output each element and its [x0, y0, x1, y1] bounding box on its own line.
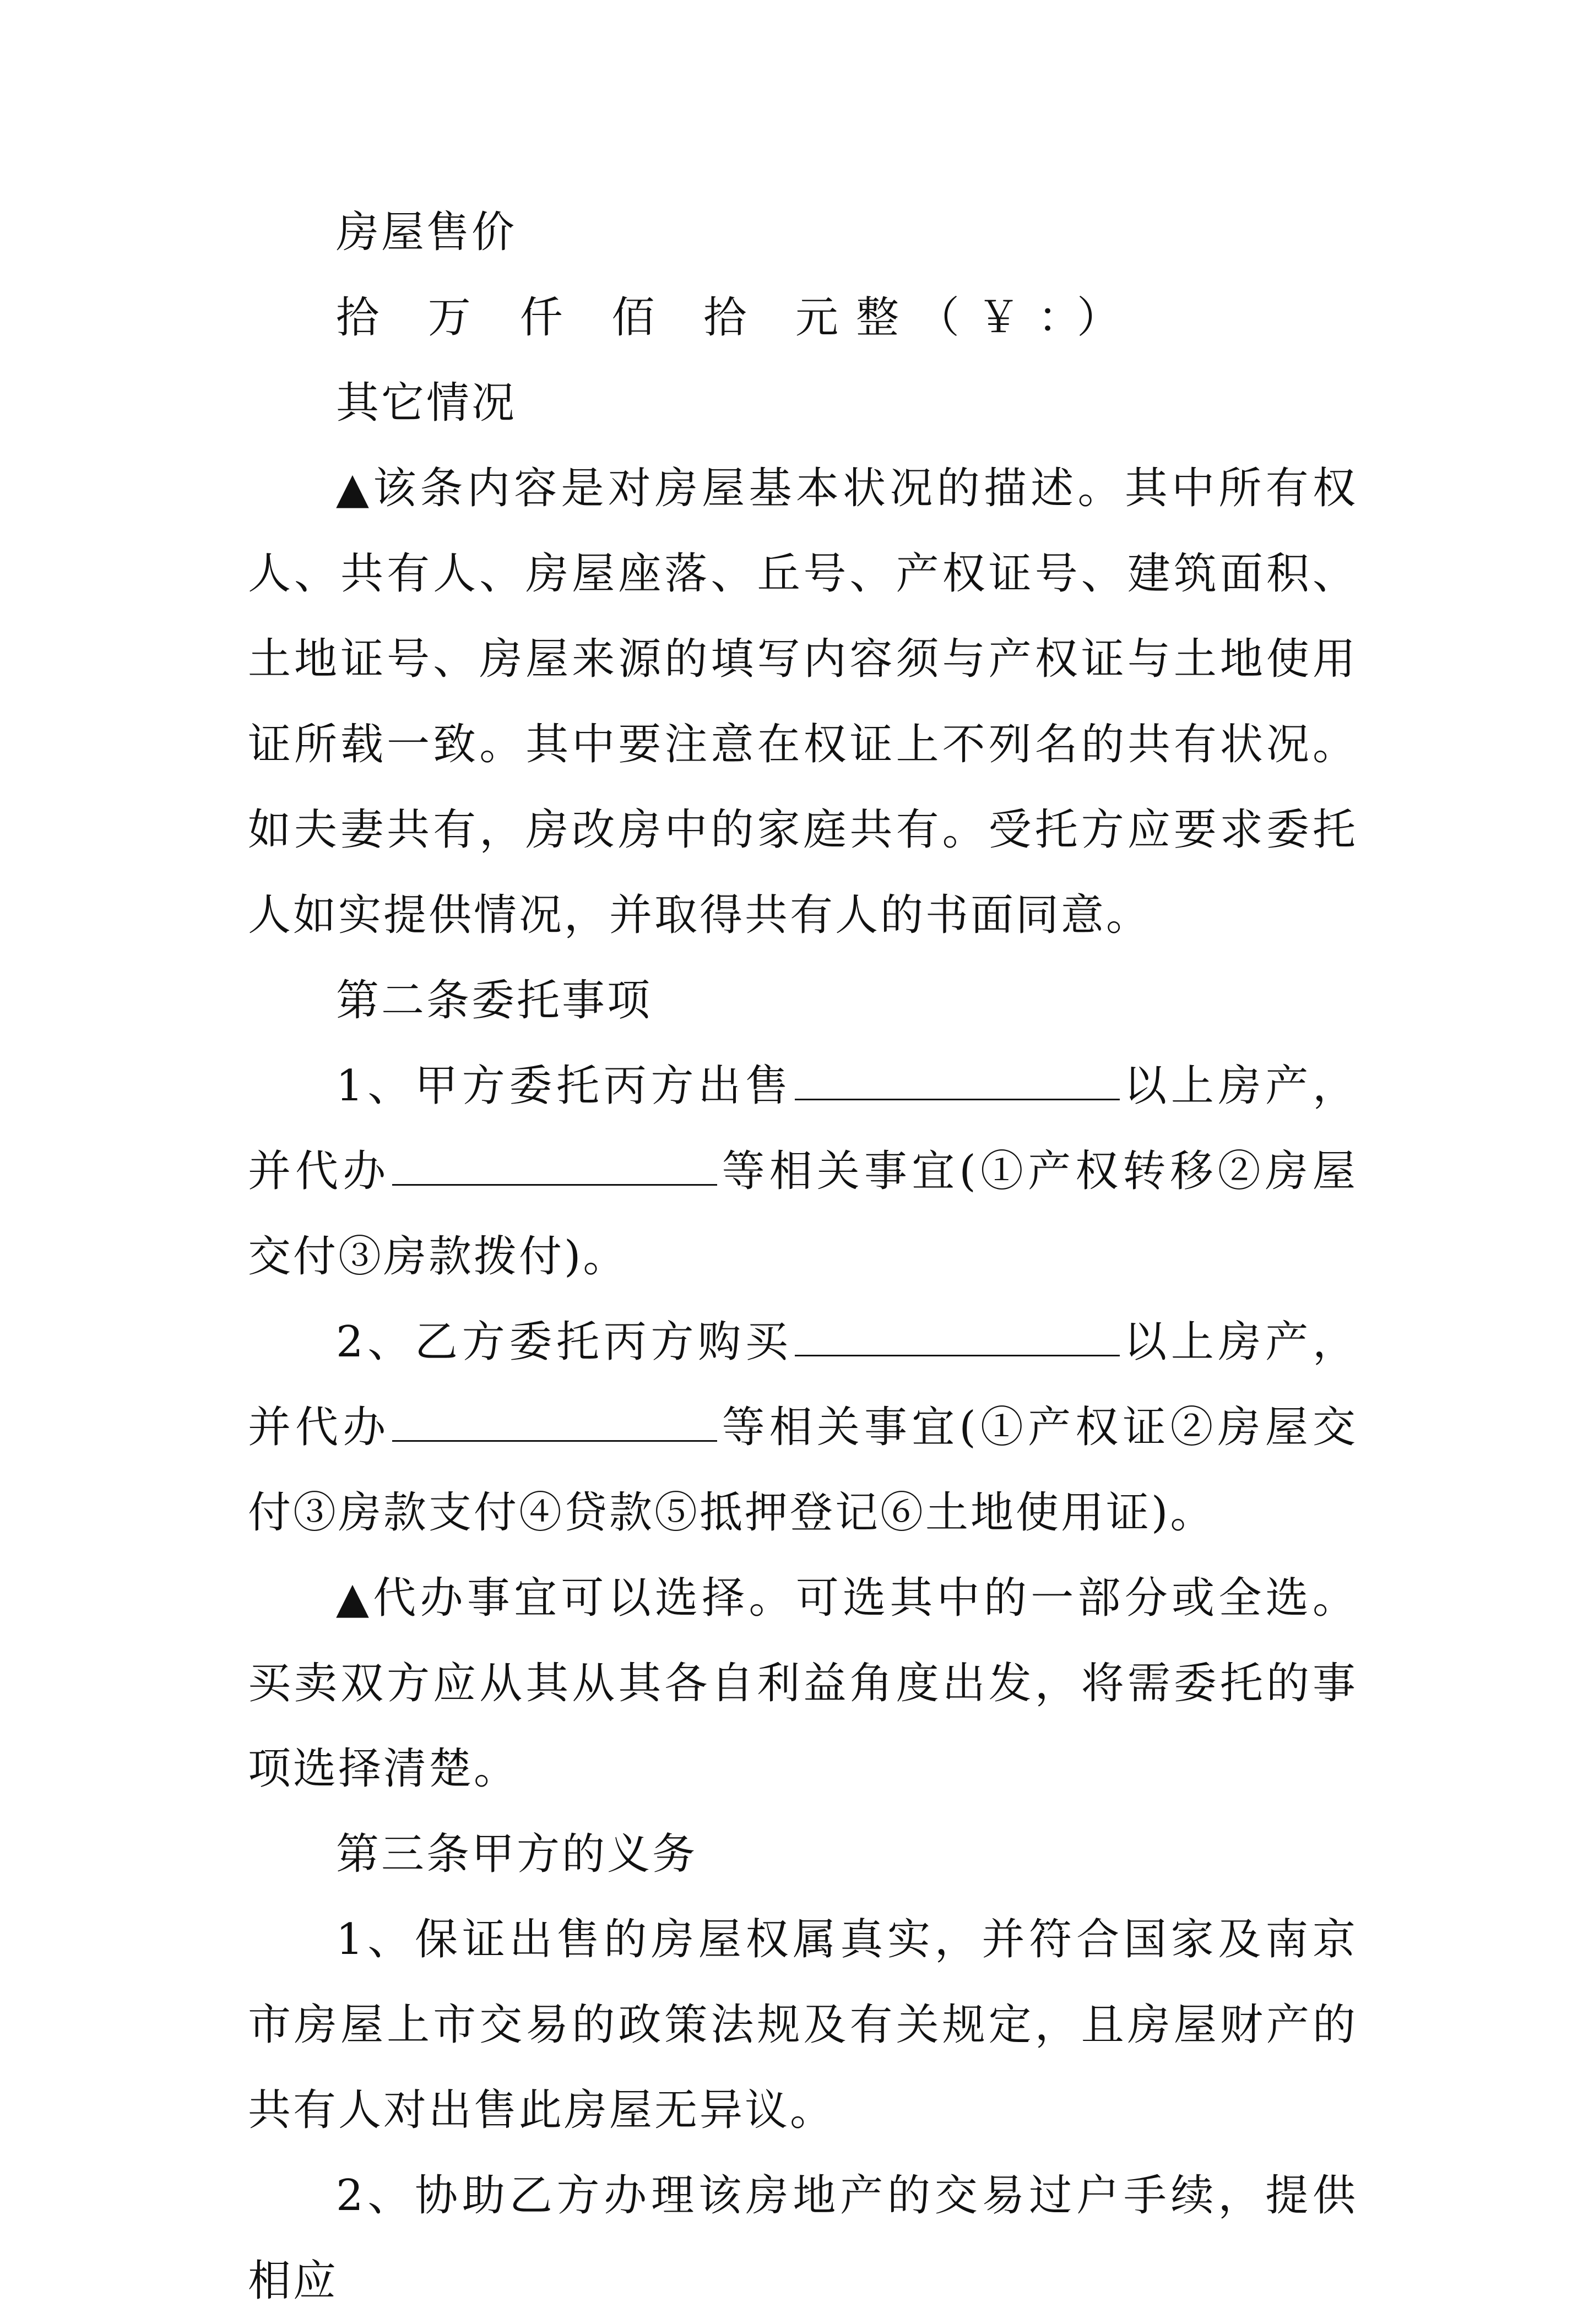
- other-heading: 其它情况: [336, 378, 517, 428]
- duty-item-1: 1、保证出售的房屋权属真实，并符合国家及南京市房屋上市交易的政策法规及有关规定，且房屋财产的共有人对出售此房屋无异议。: [248, 1915, 1358, 2135]
- item-1-text-a: 1、甲方委托丙方出售: [336, 1061, 793, 1111]
- item-1-text-b: 以上房产，并代办: [248, 1061, 1358, 1196]
- price-heading: 房屋售价: [336, 208, 517, 257]
- document-body: [248, 190, 1358, 2324]
- commission-item-1: [248, 1044, 1358, 1300]
- item-2-text-b: 以上房产，并代办: [248, 1317, 1358, 1452]
- note-paragraph-1: ▲该条内容是对房屋基本状况的描述。其中所有权人、共有人、房屋座落、丘号、产权证号、建筑面积、土地证号、房屋来源的填写内容须与产权证与土地使用证所载一致。其中要注意在权证上不列名的共有状况。如夫妻共有，房改房中的家庭共有。受托方应要求委托人如实提供情况，并取得共有人的书面同意。: [248, 464, 1358, 940]
- item-1-text-c: 等相关事宜(①产权转移②房屋交付③房款拨付)。: [248, 1147, 1358, 1282]
- item-2-text-a: 2、乙方委托丙方购买: [336, 1317, 793, 1367]
- article-3-heading: 第三条甲方的义务: [336, 1829, 698, 1879]
- blank-line: [392, 1151, 717, 1186]
- blank-line: [795, 1322, 1120, 1356]
- blank-line: [392, 1407, 717, 1442]
- commission-item-2: [248, 1300, 1358, 1556]
- blank-line: [795, 1066, 1120, 1100]
- duty-item-2: 2、协助乙方办理该房地产的交易过户手续，提供相应: [248, 2171, 1358, 2306]
- note-paragraph-2: ▲代办事宜可以选择。可选其中的一部分或全选。买卖双方应从其从其各自利益角度出发，将需委托的事项选择清楚。: [248, 1573, 1358, 1794]
- price-line: 拾 万 仟 佰 拾 元整（￥：）: [336, 293, 1137, 343]
- item-2-text-c: 等相关事宜(①产权证②房屋交付③房款支付④贷款⑤抵押登记⑥土地使用证)。: [248, 1403, 1358, 1538]
- article-2-heading: 第二条委托事项: [336, 976, 653, 1025]
